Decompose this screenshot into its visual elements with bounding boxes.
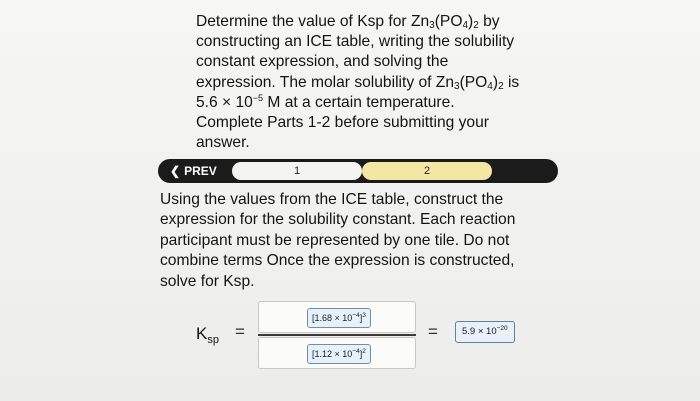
step-progress-bar: [158, 159, 558, 183]
prev-button[interactable]: [162, 162, 232, 180]
step-2-tab[interactable]: 2: [362, 162, 492, 180]
denominator-tile[interactable]: $[1.12 \times 10^{-4}]^2$: [307, 344, 371, 364]
problem-line-5: $5.6 \times 10^{-5}$ M at a certain temperature.: [196, 92, 455, 111]
problem-line-3: constant expression, and solving the: [196, 53, 449, 71]
answer-tile[interactable]: $5.9 \times 10^{-20}$: [455, 321, 515, 343]
numerator-tile[interactable]: $[1.68 \times 10^{-4}]^3$: [307, 308, 371, 328]
fraction-bar: [258, 334, 416, 336]
instructions-line-5: solve for Ksp.: [160, 272, 255, 290]
problem-line-6: Complete Parts 1-2 before submitting your: [196, 114, 489, 132]
problem-line-4: expression. The molar solubility of $Zn_3(PO_4)_2$ is: [196, 73, 520, 92]
denominator-drop-zone[interactable]: [258, 337, 416, 369]
instructions-line-4: combine terms Once the expression is constructed,: [160, 252, 515, 270]
equals-sign-1: =: [235, 322, 245, 341]
instructions-line-1: Using the values from the ICE table, construct the: [160, 191, 504, 208]
numerator-drop-zone[interactable]: [258, 301, 416, 333]
prev-label: PREV: [184, 164, 217, 178]
equals-sign-2: =: [428, 322, 438, 341]
problem-statement: [196, 12, 546, 153]
problem-line-1: Determine the value of Ksp for $Zn_3(PO_4)_2$ by: [196, 13, 500, 31]
problem-line-7: answer.: [196, 134, 250, 152]
chevron-left-icon: ❮: [170, 164, 181, 178]
instructions-line-3: participant must be represented by one tile. Do not: [160, 231, 510, 249]
problem-line-2: constructing an ICE table, writing the solubility: [196, 33, 515, 51]
instructions-text: [160, 190, 550, 292]
step-1-tab[interactable]: 1: [232, 162, 362, 180]
ksp-label: $K_{sp}$: [196, 324, 219, 346]
instructions-line-2: expression for the solubility constant. Each reaction: [160, 211, 516, 229]
